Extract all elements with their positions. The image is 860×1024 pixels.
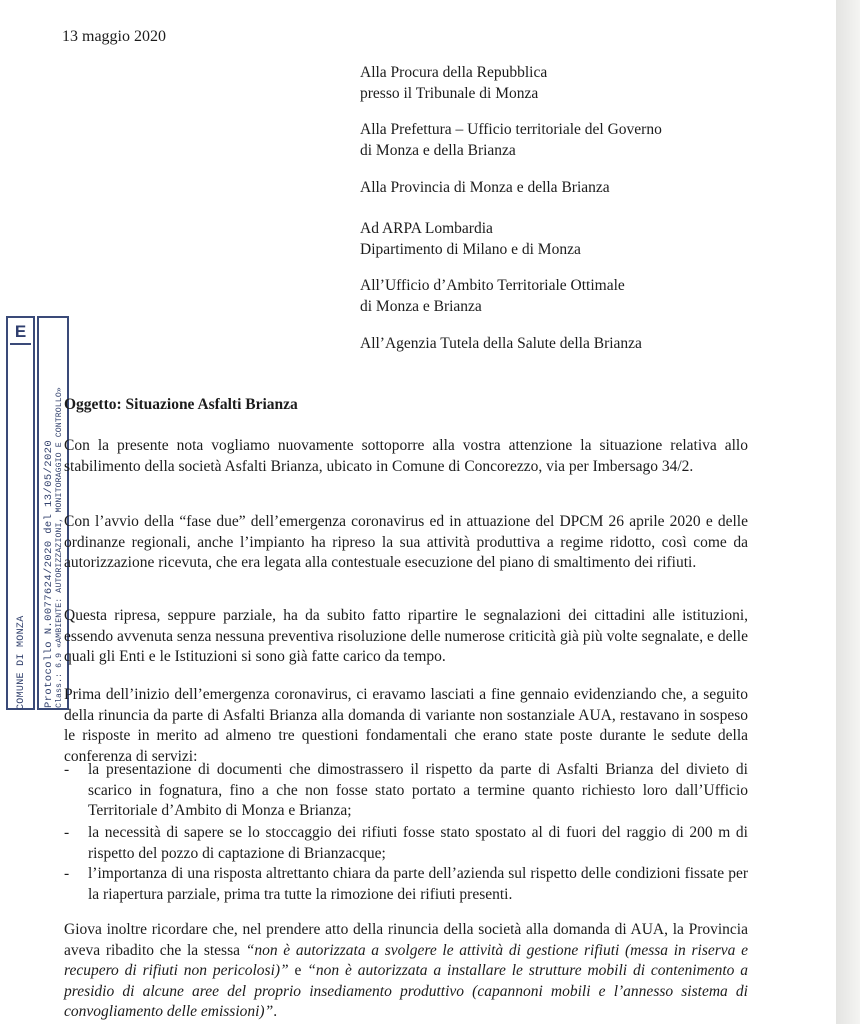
list-item bbox=[64, 864, 748, 905]
stamp-letter: E bbox=[10, 321, 31, 345]
stamp-comune-text: COMUNE DI MONZA bbox=[16, 615, 27, 710]
closing-paragraph bbox=[64, 920, 748, 1023]
addressee-procura bbox=[360, 62, 800, 104]
paragraph: Con l’avvio della “fase due” dell’emergenza coronavirus ed in attuazione del DPCM 26 aprile 2020 e delle ordinanze regionali, anche l’impianto ha ripreso la sua attività produttiva a regime ridotto, così come da autorizzazione ricevuta, che era legata alla contestuale esecuzione del piano di smaltimento dei rifiuti. bbox=[64, 513, 748, 571]
protocol-stamp bbox=[6, 316, 69, 710]
closing-lead: Giova inoltre ricordare che, nel prendere atto della rinuncia della società alla domanda di AUA, la Provincia aveva ribadito che la stessa bbox=[64, 921, 748, 959]
list-item bbox=[64, 760, 748, 822]
stamp-classification-text: Class.: 6.9 «AMBIENTE: AUTORIZZAZIONI, MONITORAGGIO E CONTROLLO» bbox=[55, 387, 64, 708]
page-edge bbox=[836, 0, 860, 1024]
addressee-ufficio-ambito bbox=[360, 275, 800, 317]
list-item bbox=[64, 823, 748, 864]
addressee-line: di Monza e della Brianza bbox=[360, 142, 516, 159]
addressee-prefettura bbox=[360, 119, 800, 161]
stamp-left-frame bbox=[6, 316, 35, 710]
addressee-ats bbox=[360, 333, 800, 354]
addressee-line: Alla Procura della Repubblica bbox=[360, 64, 548, 81]
letter-subject: Oggetto: Situazione Asfalti Brianza bbox=[64, 396, 298, 413]
bullet-dash: - bbox=[64, 824, 70, 841]
paragraph: Questa ripresa, seppure parziale, ha da subito fatto ripartire le segnalazioni dei cittadini alle istituzioni, essendo avvenuta senza nessuna preventiva risoluzione delle numerose criticità già più volte segnalate, e delle quali gli Enti e le Istituzioni si sono già fatte carico da tempo. bbox=[64, 607, 748, 665]
paragraph: Prima dell’inizio dell’emergenza coronavirus, ci eravamo lasciati a fine gennaio evidenziando che, a seguito della rinuncia da parte di Asfalti Brianza alla domanda di variante non sostanziale AUA, restavano in sospeso le risposte in merito ad almeno tre questioni fondamentali che erano state poste durante le sedute della conferenza di servizi: bbox=[64, 686, 748, 765]
addressee-line: Alla Provincia di Monza e della Brianza bbox=[360, 179, 610, 196]
addressee-line: All’Ufficio d’Ambito Territoriale Ottimale bbox=[360, 277, 625, 294]
bullet-dash: - bbox=[64, 865, 70, 882]
stamp-protocol-text: Protocollo N.0077624/2020 del 13/05/2020 bbox=[43, 439, 55, 708]
list-item-text: la necessità di sapere se lo stoccaggio dei rifiuti fosse stato spostato al di fuori del raggio di 200 m di rispetto del pozzo di captazione di Brianzacque; bbox=[88, 824, 748, 862]
list-item-text: l’importanza di una risposta altrettanto chiara da parte dell’azienda sul rispetto delle condizioni fissate per la riapertura parziale, prima tra tutte la rimozione dei rifiuti presenti. bbox=[88, 865, 748, 903]
closing-mid: e bbox=[288, 962, 308, 979]
addressee-line: Ad ARPA Lombardia bbox=[360, 220, 493, 237]
letter-date: 13 maggio 2020 bbox=[62, 28, 166, 45]
paragraph: Con la presente nota vogliamo nuovamente sottoporre alla vostra attenzione la situazione relativa allo stabilimento della società Asfalti Brianza, ubicato in Comune di Concorezzo, via per Imbersago 34/2. bbox=[64, 437, 748, 475]
addressee-line: Alla Prefettura – Ufficio territoriale del Governo bbox=[360, 121, 662, 138]
addressee-line: All’Agenzia Tutela della Salute della Brianza bbox=[360, 335, 642, 352]
closing-quote-2: “non è autorizzata a installare le strutture mobili di contenimento a presidio di alcune aree del proprio insediamento produttivo (capannoni mobili e l’annesso sistema di convogliamento delle emissioni)” bbox=[64, 962, 748, 1020]
addressee-line: Dipartimento di Milano e di Monza bbox=[360, 241, 581, 258]
bullet-dash: - bbox=[64, 761, 70, 778]
addressee-line: presso il Tribunale di Monza bbox=[360, 85, 539, 102]
closing-quote-1: “non è autorizzata a svolgere le attività di gestione rifiuti (messa in riserva e recupero di rifiuti non pericolosi)” bbox=[64, 941, 748, 979]
addressee-provincia bbox=[360, 177, 800, 198]
closing-end: . bbox=[273, 1003, 278, 1020]
addressee-arpa bbox=[360, 218, 800, 260]
list-item-text: la presentazione di documenti che dimostrassero il rispetto da parte di Asfalti Brianza del divieto di scarico in fognatura, fino a che non fosse stato portato a termine quanto richiesto loro dall’Ufficio Territoriale d’Ambito di Monza e Brianza; bbox=[88, 761, 748, 819]
addressee-line: di Monza e Brianza bbox=[360, 298, 482, 315]
